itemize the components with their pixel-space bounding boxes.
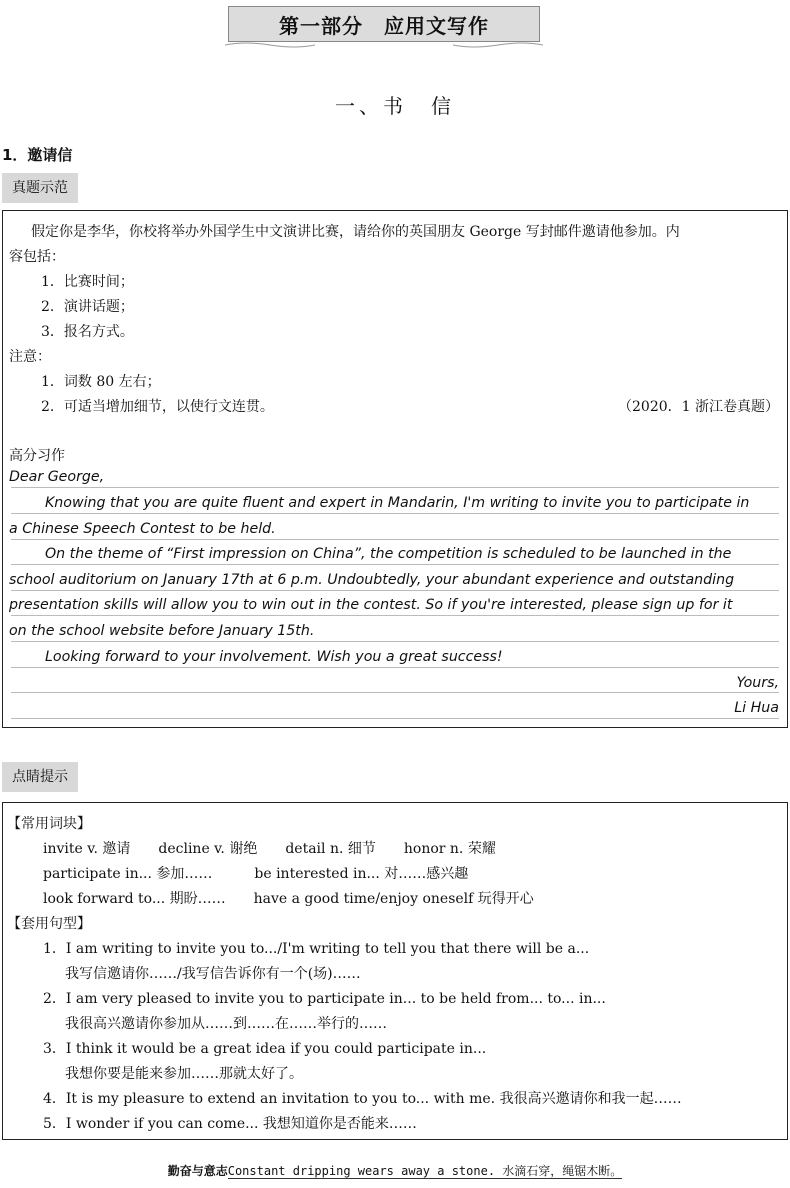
section-title: 一、书 信 bbox=[335, 94, 455, 118]
exam-box bbox=[2, 210, 788, 728]
essay-line: on the school website before January 15th. bbox=[9, 623, 315, 639]
ruled-line bbox=[11, 667, 779, 668]
pattern-label: 【套用句型】 bbox=[7, 916, 91, 932]
essay-salutation: Dear George, bbox=[9, 469, 105, 485]
vocab-line: participate in... 参加…… be interested in... 对……感兴趣 bbox=[43, 866, 469, 882]
footer-motto: Constant dripping wears away a stone. 水滴石穿，绳锯木断。 bbox=[227, 1164, 623, 1178]
ruled-line bbox=[11, 692, 779, 693]
part-title: 第一部分 应用文写作 bbox=[279, 13, 489, 38]
part-banner bbox=[228, 6, 540, 42]
flourish-right-icon bbox=[453, 41, 543, 49]
essay-line: school auditorium on January 17th at 6 p.m. Undoubtedly, your abundant experience and outstanding bbox=[9, 572, 735, 588]
subheading: 1．邀请信 bbox=[2, 146, 73, 164]
pattern-en: 3．I think it would be a great idea if you could participate in... bbox=[43, 1041, 487, 1057]
ruled-line bbox=[11, 641, 779, 642]
note-item: 2．可适当增加细节，以使行文连贯。 bbox=[41, 399, 274, 415]
essay-line: presentation skills will allow you to win out in the contest. So if you're interested, please sign up for it bbox=[9, 597, 733, 613]
prompt-item: 2．演讲话题； bbox=[41, 299, 134, 315]
ruled-line bbox=[11, 539, 779, 540]
ruled-line bbox=[11, 487, 779, 488]
note-label: 注意： bbox=[9, 349, 51, 365]
ruled-line bbox=[11, 564, 779, 565]
essay-closing: Yours, bbox=[736, 675, 779, 691]
pattern-zh: 我写信邀请你……/我写信告诉你有一个(场)…… bbox=[65, 966, 361, 982]
pattern-en: 2．I am very pleased to invite you to participate in... to be held from... to... in... bbox=[43, 991, 606, 1007]
exam-tag: 真题示范 bbox=[2, 173, 78, 203]
prompt-item: 3．报名方式。 bbox=[41, 324, 134, 340]
pattern-zh: 我想你要是能来参加……那就太好了。 bbox=[65, 1066, 303, 1082]
tips-box bbox=[2, 802, 788, 1140]
ruled-line bbox=[11, 590, 779, 591]
source-note: （2020．1 浙江卷真题） bbox=[618, 399, 779, 415]
ruled-line bbox=[11, 513, 779, 514]
pattern-en: 1．I am writing to invite you to.../I'm writing to tell you that there will be a... bbox=[43, 941, 590, 957]
flourish-left-icon bbox=[225, 41, 315, 49]
vocab-line: look forward to... 期盼…… have a good time/enjoy oneself 玩得开心 bbox=[43, 891, 534, 907]
pattern-en: 4．It is my pleasure to extend an invitation to you to... with me. 我很高兴邀请你和我一起…… bbox=[43, 1091, 682, 1107]
note-item: 1．词数 80 左右； bbox=[41, 374, 161, 390]
ruled-line bbox=[11, 718, 779, 719]
essay-line: Looking forward to your involvement. Wish you a great success! bbox=[45, 649, 503, 665]
pattern-en: 5．I wonder if you can come... 我想知道你是否能来…… bbox=[43, 1116, 417, 1132]
prompt-line: 容包括： bbox=[9, 249, 65, 265]
essay-signature: Li Hua bbox=[734, 700, 779, 716]
footer bbox=[0, 1162, 790, 1179]
essay-line: On the theme of “First impression on China”, the competition is scheduled to be launched in the bbox=[45, 546, 732, 562]
essay-label: 高分习作 bbox=[9, 448, 65, 464]
tips-tag: 点睛提示 bbox=[2, 762, 78, 792]
essay-line: a Chinese Speech Contest to be held. bbox=[9, 521, 276, 537]
ruled-line bbox=[11, 615, 779, 616]
vocab-label: 【常用词块】 bbox=[7, 816, 91, 832]
vocab-line: invite v. 邀请 decline v. 谢绝 detail n. 细节 honor n. 荣耀 bbox=[43, 841, 496, 857]
prompt-item: 1．比赛时间； bbox=[41, 274, 134, 290]
pattern-zh: 我很高兴邀请你参加从……到……在……举行的…… bbox=[65, 1016, 387, 1032]
footer-label: 勤奋与意志 bbox=[167, 1164, 228, 1178]
prompt-line: 假定你是李华，你校将举办外国学生中文演讲比赛，请给你的英国朋友 George 写封邮件邀请他参加。内 bbox=[31, 224, 680, 240]
essay-line: Knowing that you are quite fluent and expert in Mandarin, I'm writing to invite you to participate in bbox=[45, 495, 750, 511]
